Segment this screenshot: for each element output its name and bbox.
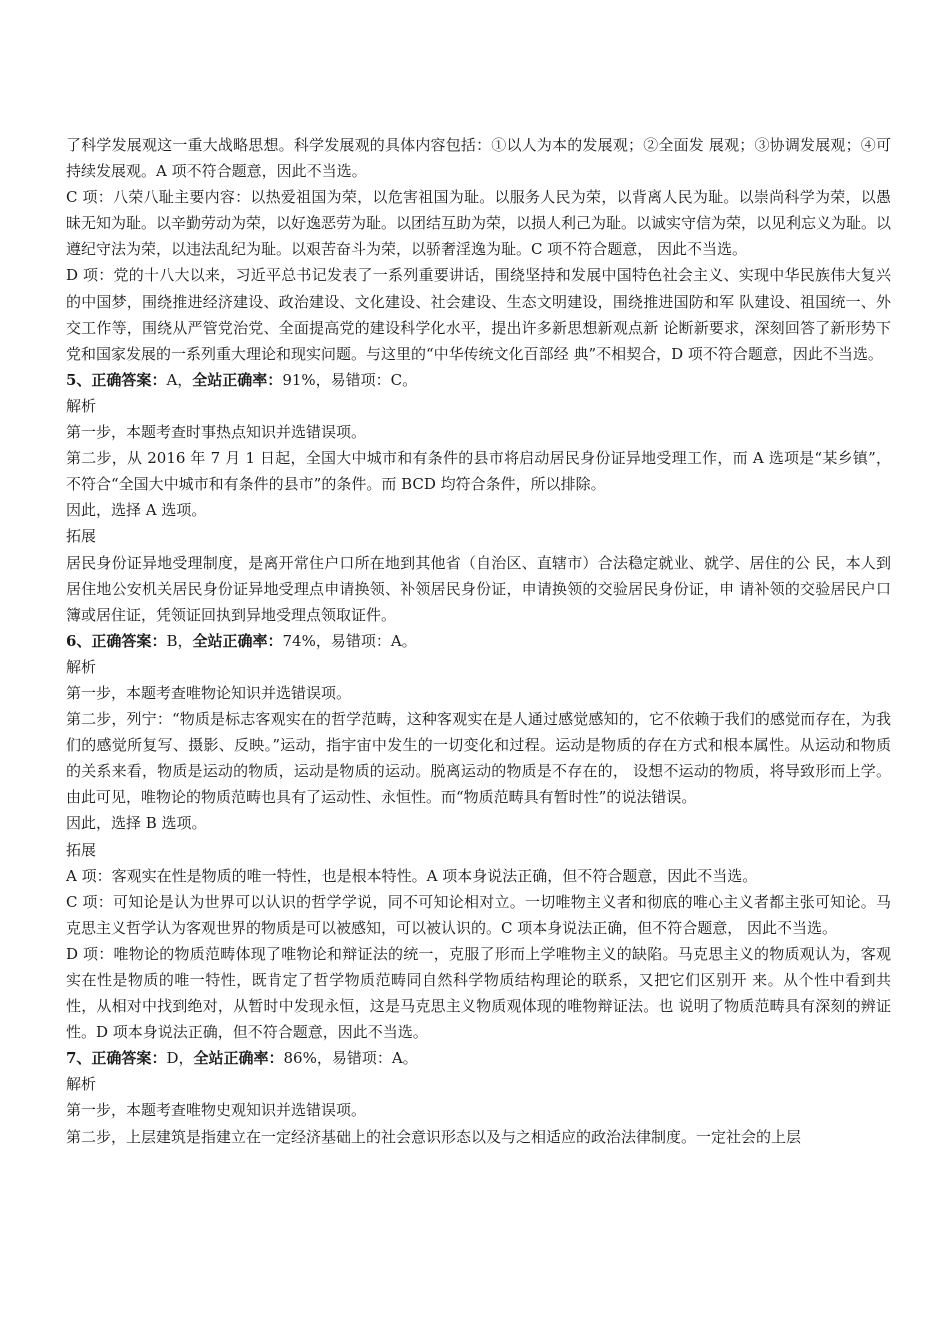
answer-value: A， [166, 370, 193, 389]
document-page [66, 132, 891, 1150]
section-label-extension: 拓展 [66, 527, 97, 546]
answer-label: 6、正确答案： [66, 631, 167, 650]
accuracy-label: 全站正确率： [192, 631, 283, 650]
accuracy-label: 全站正确率： [193, 1049, 284, 1068]
accuracy-value: 86%，易错项：A。 [283, 1049, 418, 1068]
paragraph-step-two: 第二步，列宁：“物质是标志客观实在的哲学范畴，这种客观实在是人通过感觉感知的，它不依赖于我们的感觉而存在，为我们的感觉所复写、摄影、反映。”运动，指宇宙中发生的一切变化和过程。运动是物质的存在方式和根本属性。从运动和物质的关系来看，物质是运动的物质，运动是物质的运动。脱离运动的物质是不存在的， 设想不运动的物质，将导致形而上学。由此可见，唯物论的物质范畴也具有了运动性、永恒性。而“物质范畴具有暂时性”的说法错误。 [66, 710, 891, 807]
section-label-extension: 拓展 [66, 840, 97, 859]
accuracy-label: 全站正确率： [192, 370, 283, 389]
paragraph-option-c-eight-honors: C 项：八荣八耻主要内容：以热爱祖国为荣，以危害祖国为耻。以服务人民为荣，以背离人民为耻。以崇尚科学为荣，以愚昧无知为耻。以辛勤劳动为荣，以好逸恶劳为耻。以团结互助为荣，以损人利己为耻。以诚实守信为荣，以见利忘义为耻。以遵纪守法为荣，以违法乱纪为耻。以艰苦奋斗为荣，以骄奢淫逸为耻。C 项不符合题意， 因此不当选。 [66, 188, 892, 259]
paragraph-conclusion: 因此，选择 A 选项。 [66, 501, 207, 520]
paragraph-step-two: 第二步，从 2016 年 7 月 1 日起，全国大中城市和有条件的县市将启动居民身份证异地受理工作，而 A 选项是“某乡镇”，不符合“全国大中城市和有条件的县市”的条件。而 BCD 均符合条件，所以排除。 [66, 449, 891, 494]
section-label-analysis: 解析 [66, 657, 97, 676]
paragraph-option-a: A 项：客观实在性是物质的唯一特性，也是根本特性。A 项本身说法正确，但不符合题意，因此不当选。 [66, 866, 758, 885]
answer-line-q5 [66, 367, 891, 393]
paragraph-option-d-speeches: D 项：党的十八大以来，习近平总书记发表了一系列重要讲话，围绕坚持和发展中国特色社会主义、实现中华民族伟大复兴的中国梦，围绕推进经济建设、政治建设、文化建设、社会建设、生态文明建设，围绕推进国防和军 队建设、祖国统一、外交工作等，围绕从严管党治党、全面提高党的建设科学化水平，提出许多新思想新观点新 论断新要求，深刻回答了新形势下党和国家发展的一系列重大理论和现实问题。与这里的“中华传统文化百部经 典”不相契合，D 项不符合题意，因此不当选。 [66, 266, 891, 363]
accuracy-value: 91%，易错项：C。 [282, 370, 418, 389]
paragraph-id-card-policy: 居民身份证异地受理制度，是离开常住户口所在地到其他省（自治区、直辖市）合法稳定就业、就学、居住的公 民，本人到居住地公安机关居民身份证异地受理点申请换领、补领居民身份证，申请换领的交验居民身份证，申 请补领的交验居民户口簿或居住证，凭领证回执到异地受理点领取证件。 [66, 553, 891, 624]
section-label-analysis: 解析 [66, 1075, 97, 1094]
answer-line-q6 [66, 628, 891, 654]
accuracy-value: 74%，易错项：A。 [282, 631, 417, 650]
paragraph-option-c: C 项：可知论是认为世界可以认识的哲学学说，同不可知论相对立。一切唯物主义者和彻底的唯心主义者都主张可知论。马克思主义哲学认为客观世界的物质是可以被感知，可以被认识的。C 项本身说法正确，但不符合题意， 因此不当选。 [66, 892, 891, 937]
paragraph-option-d: D 项：唯物论的物质范畴体现了唯物论和辩证法的统一，克服了形而上学唯物主义的缺陷。马克思主义的物质观认为，客观实在性是物质的唯一特性，既肯定了哲学物质范畴同自然科学物质结构理论的联系，又把它们区别开 来。从个性中看到共性，从相对中找到绝对，从暂时中发现永恒，这是马克思主义物质观体现的唯物辩证法。也 说明了物质范畴具有深刻的辨证性。D 项本身说法正确，但不符合题意，因此不当选。 [66, 944, 891, 1042]
answer-label: 5、正确答案： [66, 370, 167, 389]
section-label-analysis: 解析 [66, 396, 97, 415]
paragraph-step-one: 第一步，本题考查时事热点知识并选错误项。 [66, 423, 367, 442]
paragraph-conclusion: 因此，选择 B 选项。 [66, 814, 207, 833]
answer-value: D， [166, 1049, 194, 1068]
answer-line-q7 [66, 1045, 891, 1071]
paragraph-scientific-development: 了科学发展观这一重大战略思想。科学发展观的具体内容包括：①以人为本的发展观；②全面发 展观；③协调发展观；④可持续发展观。A 项不符合题意，因此不当选。 [66, 136, 891, 181]
answer-value: B， [166, 631, 193, 650]
paragraph-step-one: 第一步，本题考查唯物论知识并选错误项。 [66, 683, 352, 702]
paragraph-step-two: 第二步，上层建筑是指建立在一定经济基础上的社会意识形态以及与之相适应的政治法律制度。一定社会的上层 [66, 1127, 802, 1146]
paragraph-step-one: 第一步，本题考查唯物史观知识并选错误项。 [66, 1101, 367, 1120]
answer-label: 7、正确答案： [66, 1049, 167, 1068]
